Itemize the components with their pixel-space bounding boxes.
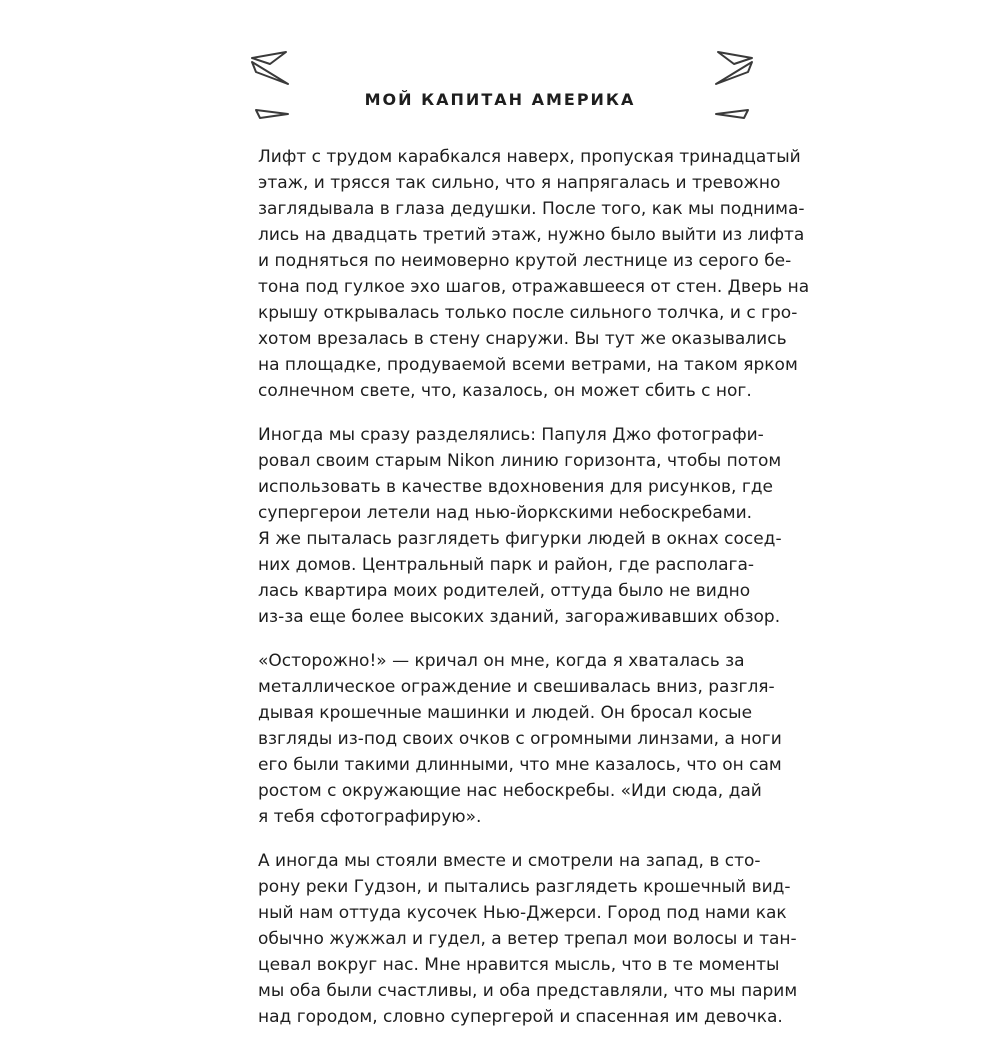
text-line: этаж, и трясся так сильно, что я напрягалась и тревожно	[258, 173, 781, 193]
text-line: дывая крошечные машинки и людей. Он бросал косые	[258, 703, 753, 723]
text-line: я тебя сфотографирую».	[258, 807, 482, 827]
text-line: ровал своим старым Nikon линию горизонта, чтобы потом	[258, 451, 782, 471]
text-line: хотом врезалась в стену снаружи. Вы тут же оказывались	[258, 329, 787, 349]
spike-ornament-left-icon	[248, 48, 292, 120]
text-line: над городом, словно супергерой и спасенная им девочка.	[258, 1007, 783, 1027]
text-line: тона под гулкое эхо шагов, отражавшееся от стен. Дверь на	[258, 277, 810, 297]
text-line: рону реки Гудзон, и пытались разглядеть крошечный вид-	[258, 877, 791, 897]
text-line: солнечном свете, что, казалось, он может сбить с ног.	[258, 381, 752, 401]
text-line: супергерои летели над нью-йоркскими небоскребами.	[258, 503, 753, 523]
text-line: ростом с окружающие нас небоскребы. «Иди сюда, дай	[258, 781, 762, 801]
running-title: МОЙ КАПИТАН АМЕРИКА	[364, 90, 636, 109]
text-line: крышу открывалась только после сильного толчка, и с гро-	[258, 303, 798, 323]
text-line: цевал вокруг нас. Мне нравится мысль, что в те моменты	[258, 955, 780, 975]
text-line: его были такими длинными, что мне казалось, что он сам	[258, 755, 782, 775]
spike-ornament-right-icon	[712, 48, 756, 120]
paragraph-1	[258, 144, 810, 404]
text-line: Я же пыталась разглядеть фигурки людей в окнах сосед-	[258, 529, 782, 549]
text-line: использовать в качестве вдохновения для рисунков, где	[258, 477, 774, 497]
text-line: мы оба были счастливы, и оба представляли, что мы парим	[258, 981, 798, 1001]
text-line: лись на двадцать третий этаж, нужно было выйти из лифта	[258, 225, 805, 245]
text-line: лась квартира моих родителей, оттуда было не видно	[258, 581, 751, 601]
text-line: заглядывала в глаза дедушки. После того, как мы поднима-	[258, 199, 805, 219]
text-line: А иногда мы стояли вместе и смотрели на запад, в сто-	[258, 851, 761, 871]
text-line: Лифт с трудом карабкался наверх, пропуская тринадцатый	[258, 147, 801, 167]
text-line: обычно жужжал и гудел, а ветер трепал мои волосы и тан-	[258, 929, 797, 949]
text-line: металлическое ограждение и свешивалась вниз, разгля-	[258, 677, 775, 697]
body-text	[258, 144, 810, 1048]
text-line: из-за еще более высоких зданий, загораживавших обзор.	[258, 607, 781, 627]
paragraph-2	[258, 422, 782, 630]
text-line: Иногда мы сразу разделялись: Папуля Джо фотографи-	[258, 425, 764, 445]
paragraph-3	[258, 648, 782, 830]
text-line: на площадке, продуваемой всеми ветрами, на таком ярком	[258, 355, 798, 375]
paragraph-4	[258, 848, 798, 1030]
text-line: «Осторожно!» — кричал он мне, когда я хваталась за	[258, 651, 745, 671]
text-line: и подняться по неимоверно крутой лестнице из серого бе-	[258, 251, 792, 271]
text-line: них домов. Центральный парк и район, где располага-	[258, 555, 755, 575]
text-line: ный нам оттуда кусочек Нью-Джерси. Город под нами как	[258, 903, 787, 923]
text-line: взгляды из-под своих очков с огромными линзами, а ноги	[258, 729, 782, 749]
